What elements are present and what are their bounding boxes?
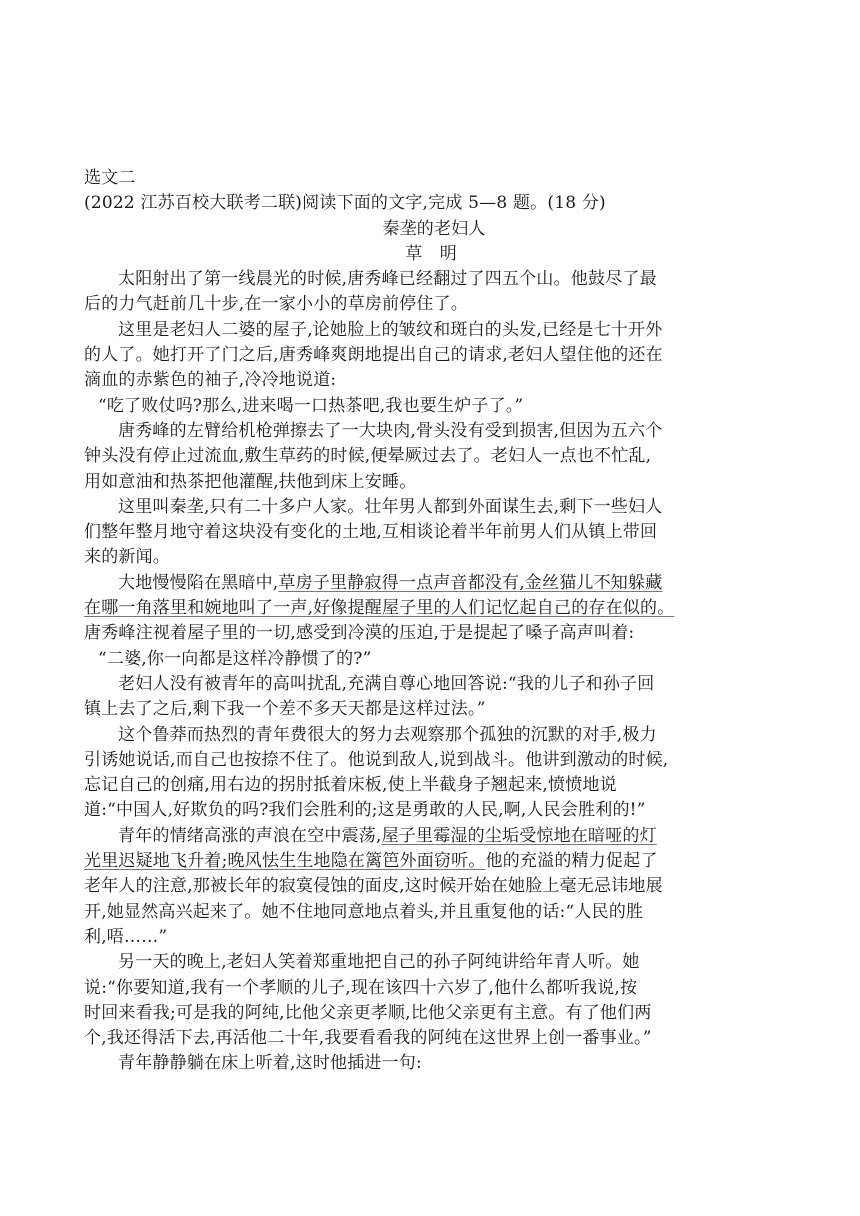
paragraph-line: 青年静静躺在床上听着,这时他插进一句: (118, 1053, 422, 1074)
dialogue-line: “吃了败仗吗?那么,进来喝一口热茶吧,我也要生炉子了。” (98, 395, 524, 416)
dialogue-line: “二婆,你一向都是这样冷静惯了的?” (98, 648, 372, 669)
document-page (84, 166, 784, 1077)
paragraph-line: 时回来看我;可是我的阿纯,比他父亲更孝顺,比他父亲更有主意。有了他们两 (84, 1002, 652, 1023)
paragraph-line: 的人了。她打开了门之后,唐秀峰爽朗地提出自己的请求,老妇人望住他的还在 (84, 345, 663, 366)
plain-text: 他的充溢的精力促起了 (485, 851, 658, 872)
paragraph-line: 钟头没有停止过流血,敷生草药的时候,便晕厥过去了。老妇人一点也不忙乱, (84, 446, 652, 467)
paragraph-line: 镇上去了之后,剩下我一个差不多天天都是这样过法。” (84, 699, 486, 720)
paragraph-line: 来的新闻。 (84, 547, 170, 568)
paragraph-line: 唐秀峰注视着屋子里的一切,感受到冷漠的压迫,于是提起了嗓子高声叫着: (84, 623, 635, 644)
paragraph-line: 忘记自己的创痛,用右边的拐肘抵着床板,使上半截身子翘起来,愤愤地说 (84, 775, 617, 796)
paragraph-line: 这里叫秦垄,只有二十多户人家。壮年男人都到外面谋生去,剩下一些妇人 (118, 496, 663, 517)
paragraph-line: 唐秀峰的左臂给机枪弹擦去了一大块肉,骨头没有受到损害,但因为五六个 (118, 420, 663, 441)
plain-text: 青年的情绪高涨的声浪在空中震荡, (118, 825, 382, 846)
underlined-text: 屋子里霉湿的尘垢受惊地在暗哑的灯 (381, 825, 657, 846)
paragraph-line: 老妇人没有被青年的高叫扰乱,充满自尊心地回答说:“我的儿子和孙子回 (118, 673, 655, 694)
paragraph-line: 利,唔……” (84, 926, 168, 947)
paragraph-line: 开,她显然高兴起来了。她不住地同意地点着头,并且重复他的话:“人民的胜 (84, 901, 644, 922)
underlined-text: 光里迟疑地飞升着;晚风怯生生地隐在篱笆外面窃听。 (84, 851, 486, 872)
paragraph-line: 后的力气赶前几十步,在一家小小的草房前停住了。 (84, 294, 469, 315)
paragraph-line: 太阳射出了第一线晨光的时候,唐秀峰已经翻过了四五个山。他鼓尽了最 (118, 269, 657, 290)
paragraph-line (84, 824, 784, 849)
paragraph-line: 们整年整月地守着这块没有变化的土地,互相谈论着半年前男人们从镇上带回 (84, 522, 658, 543)
paragraph-line: 引诱她说话,而自己也按捺不住了。他说到敌人,说到战斗。他讲到激动的时候, (84, 749, 669, 770)
paragraph-line: 说:“你要知道,我有一个孝顺的儿子,现在该四十六岁了,他什么都听我说,按 (84, 977, 638, 998)
paragraph-line: 这里是老妇人二婆的屋子,论她脸上的皱纹和斑白的头发,已经是七十开外 (118, 319, 663, 340)
paragraph-line (84, 849, 784, 874)
paragraph-line: 道:“中国人,好欺负的吗?我们会胜利的;这是勇敢的人民,啊,人民会胜利的!” (84, 800, 646, 821)
section-label: 选文二 (84, 168, 136, 188)
paragraph-line: 老年人的注意,那被长年的寂寞侵蚀的面皮,这时候开始在她脸上毫无忌讳地展 (84, 876, 663, 897)
paragraph-line: 个,我还得活下去,再活他二十年,我要看看我的阿纯在这世界上创一番事业。” (84, 1028, 652, 1049)
paragraph-line: 滴血的赤紫色的袖子,冷冷地说道: (84, 370, 337, 391)
paragraph-line: 这个鲁莽而热烈的青年费很大的努力去观察那个孤独的沉默的对手,极力 (118, 724, 657, 745)
paragraph-line: 用如意油和热茶把他灌醒,扶他到床上安睡。 (84, 471, 417, 492)
plain-text: 大地慢慢陷在黑暗中, (118, 572, 279, 593)
underlined-text: 草房子里静寂得一点声音都没有,金丝猫儿不知躲藏 (278, 572, 663, 593)
article-title: 秦垄的老妇人 (382, 218, 486, 239)
underlined-paragraph-line: 在哪一角落里和婉地叫了一声,好像提醒屋子里的人们记忆起自己的存在似的。 (84, 598, 675, 619)
paragraph-line (84, 571, 784, 596)
question-instruction: (2022 江苏百校大联考二联)阅读下面的文字,完成 5—8 题。(18 分) (84, 193, 606, 214)
article-author: 草 明 (405, 243, 463, 264)
paragraph-line: 另一天的晚上,老妇人笑着郑重地把自己的孙子阿纯讲给年青人听。她 (118, 952, 640, 973)
